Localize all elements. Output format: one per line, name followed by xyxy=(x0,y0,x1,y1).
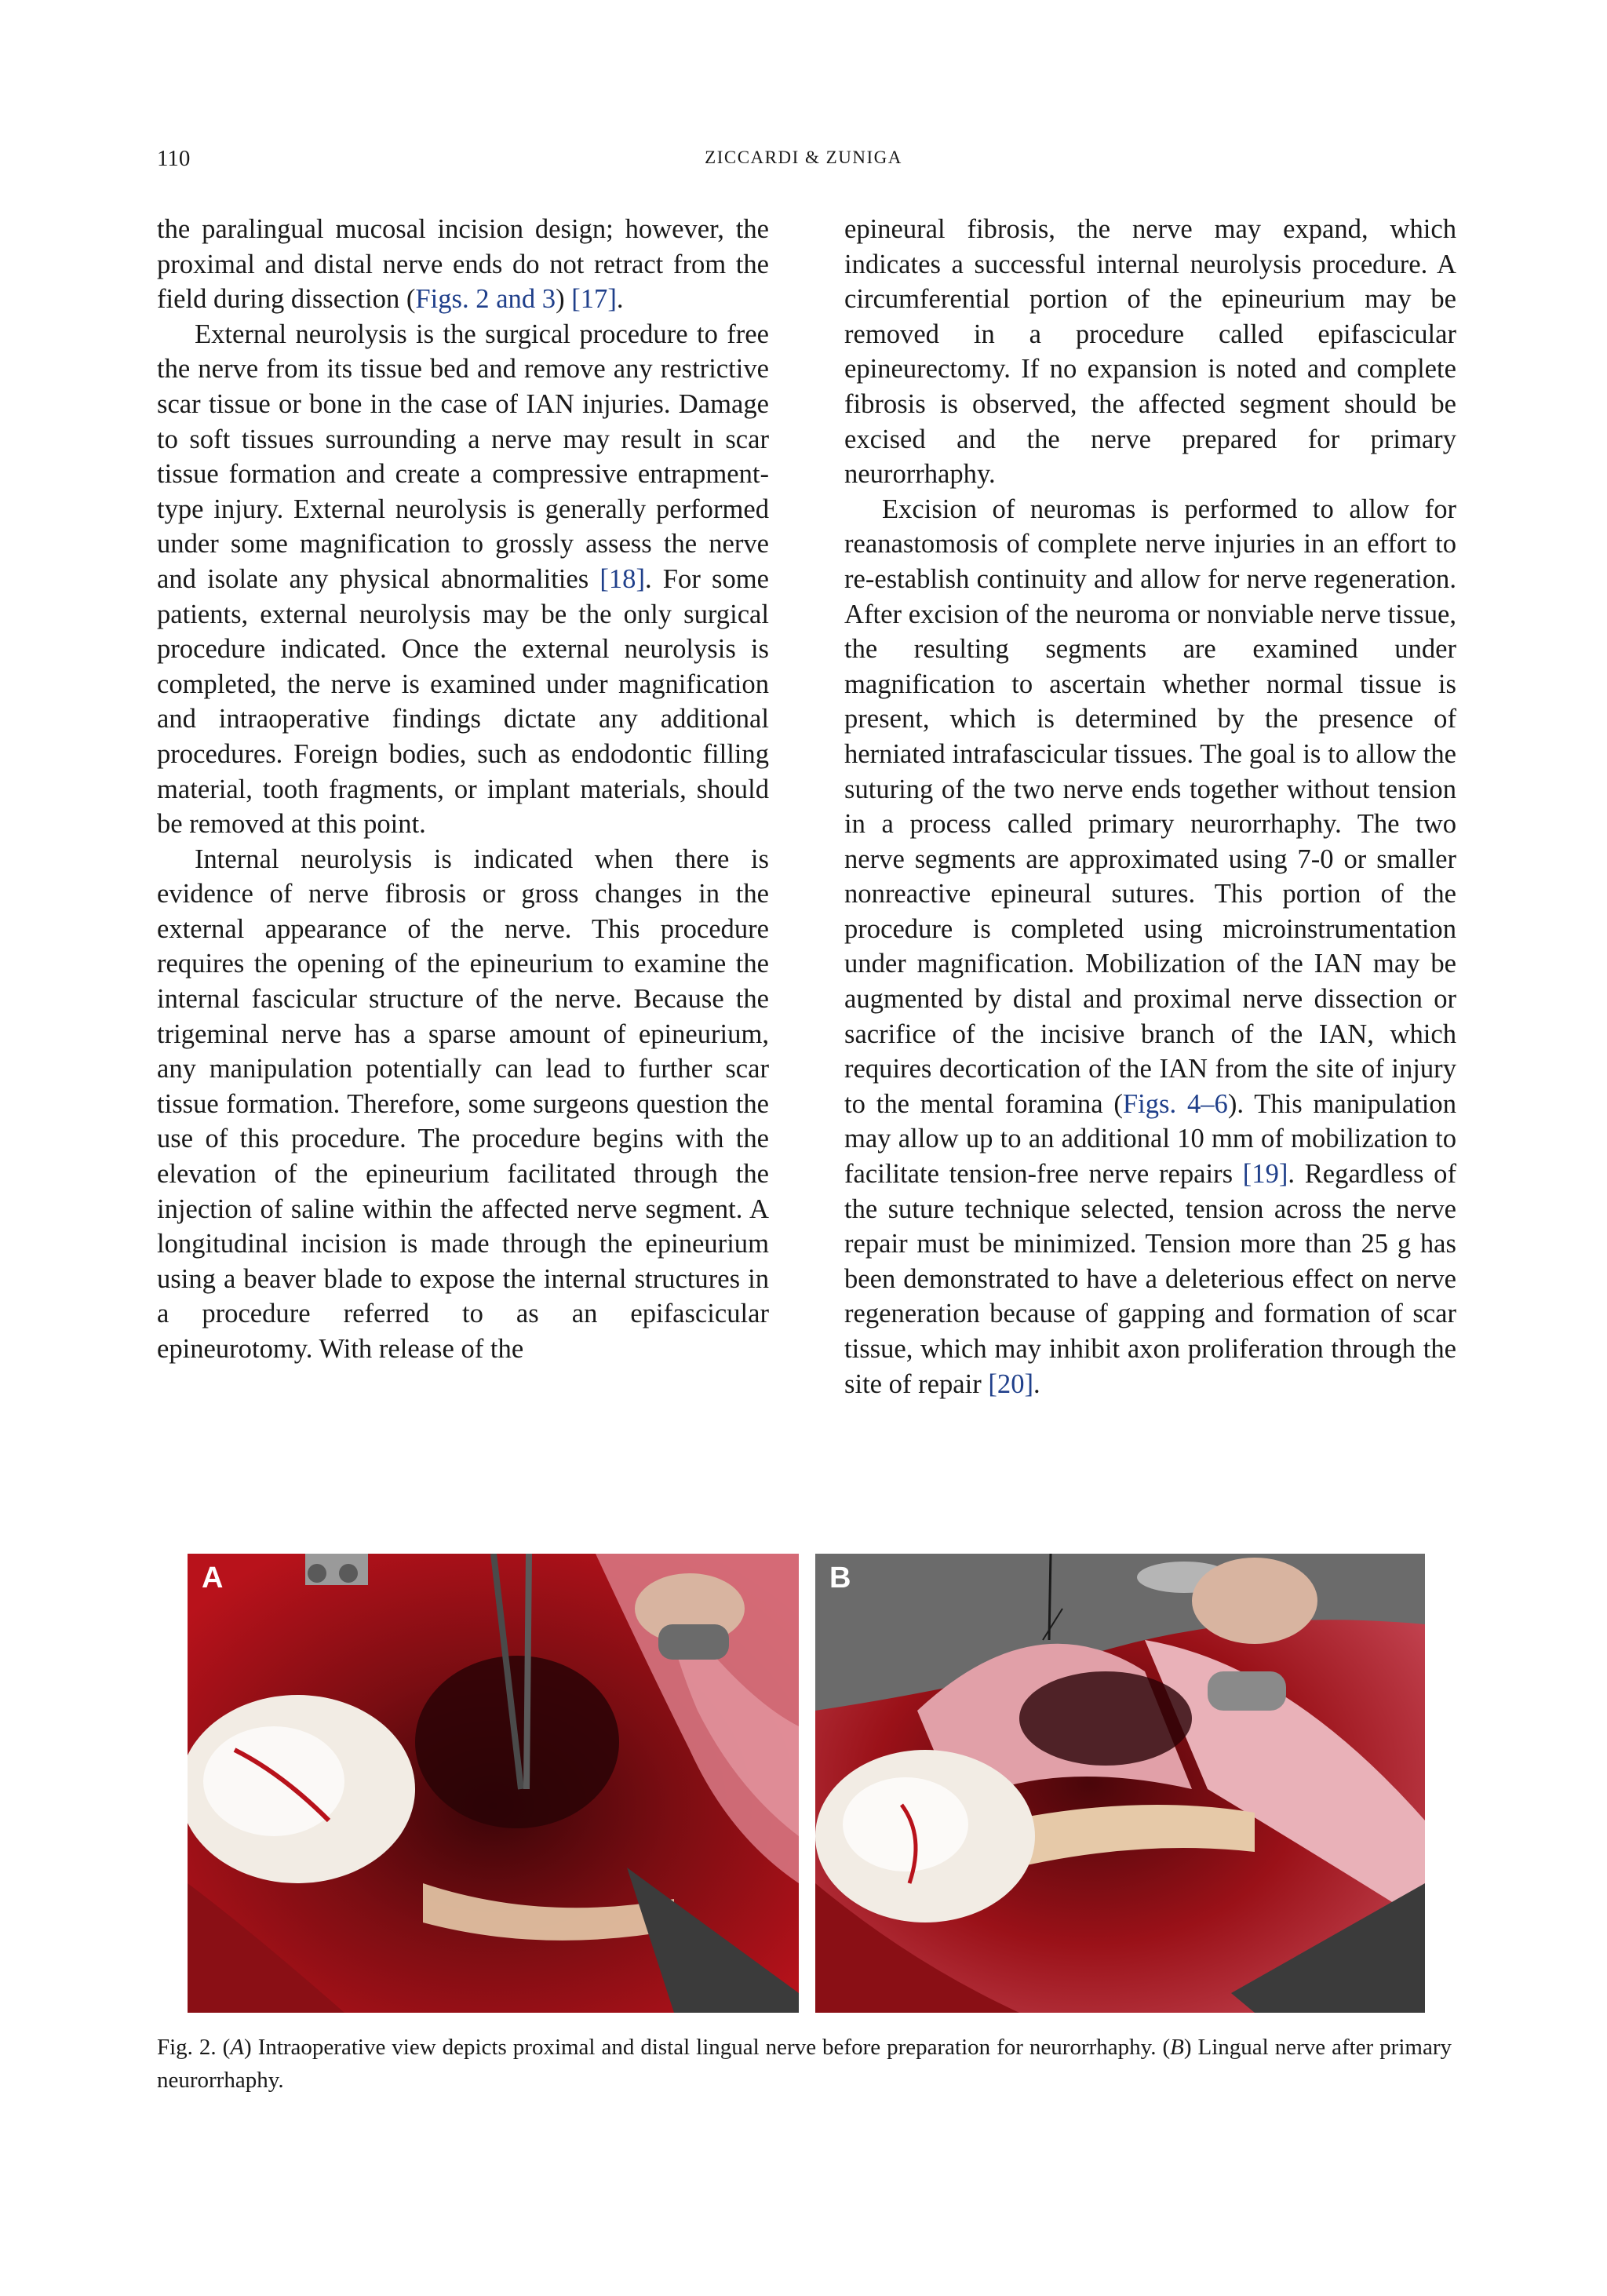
text-span: ). This manipulation may allow up to an additional 10 mm of mobilization to facilitate tension-free nerve repairs xyxy=(844,1088,1456,1190)
figure-caption xyxy=(157,2031,1452,2097)
figure-panel-b xyxy=(815,1554,1425,2013)
paragraph xyxy=(157,842,769,1367)
text-span: ) Lingual nerve after primary neurorrhaphy. xyxy=(157,2035,1452,2093)
text-span: External neurolysis is the surgical procedure to free the nerve from its tissue bed and remove any restrictive scar tissue or bone in the case of IAN injuries. Damage to soft tissues surrounding a nerve may result in scar tissue formation and create a compressive entrapment-type injury. External neurolysis is generally performed under some magnification to grossly assess the nerve and isolate any physical abnormalities xyxy=(157,319,769,594)
text-span: ) Intraoperative view depicts proximal and distal lingual nerve before preparation for neurorrhaphy. ( xyxy=(244,2035,1171,2060)
reference-link[interactable]: [20] xyxy=(988,1368,1033,1399)
panel-ref-b: B xyxy=(1170,2035,1184,2060)
text-span: . xyxy=(616,284,624,315)
figure-panel-a xyxy=(188,1554,799,2013)
text-span: ) xyxy=(556,284,572,315)
intraoperative-photo-b xyxy=(815,1554,1425,2013)
page-number: 110 xyxy=(157,146,191,171)
reference-link[interactable]: [18] xyxy=(599,563,645,594)
figure-link[interactable]: Figs. 4–6 xyxy=(1122,1088,1228,1119)
figure-link[interactable]: Figs. 2 and 3 xyxy=(415,284,556,315)
reference-link[interactable]: [19] xyxy=(1242,1159,1288,1190)
left-column xyxy=(157,212,769,1367)
paragraph xyxy=(844,492,1456,1401)
paragraph xyxy=(157,212,769,317)
intraoperative-photo-a xyxy=(188,1554,799,2013)
reference-link[interactable]: [17] xyxy=(571,284,617,315)
text-span: the paralingual mucosal incision design; however, the proximal and distal nerve ends do not retract from the field during dissection ( xyxy=(157,214,769,315)
running-title: ZICCARDI & ZUNIGA xyxy=(705,148,902,167)
paragraph xyxy=(157,317,769,842)
text-span: Excision of neuromas is performed to allow for reanastomosis of complete nerve injuries in an effort to re-establish continuity and allow for nerve regeneration. After excision of the neuroma or nonviable nerve tissue, the resulting segments are examined under magnification to ascertain whether normal tissue is present, which is determined by the presence of herniated intrafascicular tissues. The goal is to allow the suturing of the two nerve ends together without tension in a process called primary neurorrhaphy. The two nerve segments are approximated using 7-0 or smaller nonreactive epineural sutures. This portion of the procedure is completed using microinstrumentation under magnification. Mobilization of the IAN may be augmented by distal and proximal nerve dissection or sacrifice of the incisive branch of the IAN, which requires decortication of the IAN from the site of injury to the mental foramina ( xyxy=(844,494,1456,1119)
right-column xyxy=(844,212,1456,1401)
panel-ref-a: A xyxy=(230,2035,245,2060)
text-span: . For some patients, external neurolysis may be the only surgical procedure indicated. Once the external neurolysis is completed, the nerve is examined under magnification and intraoperative findings dictate any additional procedures. Foreign bodies, such as endodontic filling material, tooth fragments, or implant materials, should be removed at this point. xyxy=(157,563,769,840)
running-head xyxy=(157,146,1450,177)
panel-label-a: A xyxy=(202,1562,224,1594)
text-span: Internal neurolysis is indicated when there is evidence of nerve fibrosis or gross changes in the external appearance of the nerve. This procedure requires the opening of the epineurium to examine the internal fascicular structure of the nerve. Because the trigeminal nerve has a sparse amount of epineurium, any manipulation potentially can lead to further scar tissue formation. Therefore, some surgeons question the use of this procedure. The procedure begins with the elevation of the epineurium facilitated through the injection of saline within the affected nerve segment. A longitudinal incision is made through the epineurium using a beaver blade to expose the internal structures in a procedure referred to as an epifascicular epineurotomy. With release of the xyxy=(157,844,769,1364)
text-span: epineural fibrosis, the nerve may expand, which indicates a successful internal neurolysis procedure. A circumferential portion of the epineurium may be removed in a procedure called epifascicular epineurectomy. If no expansion is noted and complete fibrosis is observed, the affected segment should be excised and the nerve prepared for primary neurorrhaphy. xyxy=(844,214,1456,490)
text-span: . Regardless of the suture technique selected, tension across the nerve repair must be minimized. Tension more than 25 g has been demonstrated to have a deleterious effect on nerve regeneration because of gapping and formation of scar tissue, which may inhibit axon proliferation through the site of repair xyxy=(844,1159,1456,1399)
text-span: ( xyxy=(222,2035,231,2060)
figure-label: Fig. 2. xyxy=(157,2035,223,2060)
paragraph xyxy=(844,212,1456,492)
panel-label-b: B xyxy=(829,1562,851,1594)
figure-2 xyxy=(188,1554,1425,2013)
text-span: . xyxy=(1033,1368,1040,1399)
